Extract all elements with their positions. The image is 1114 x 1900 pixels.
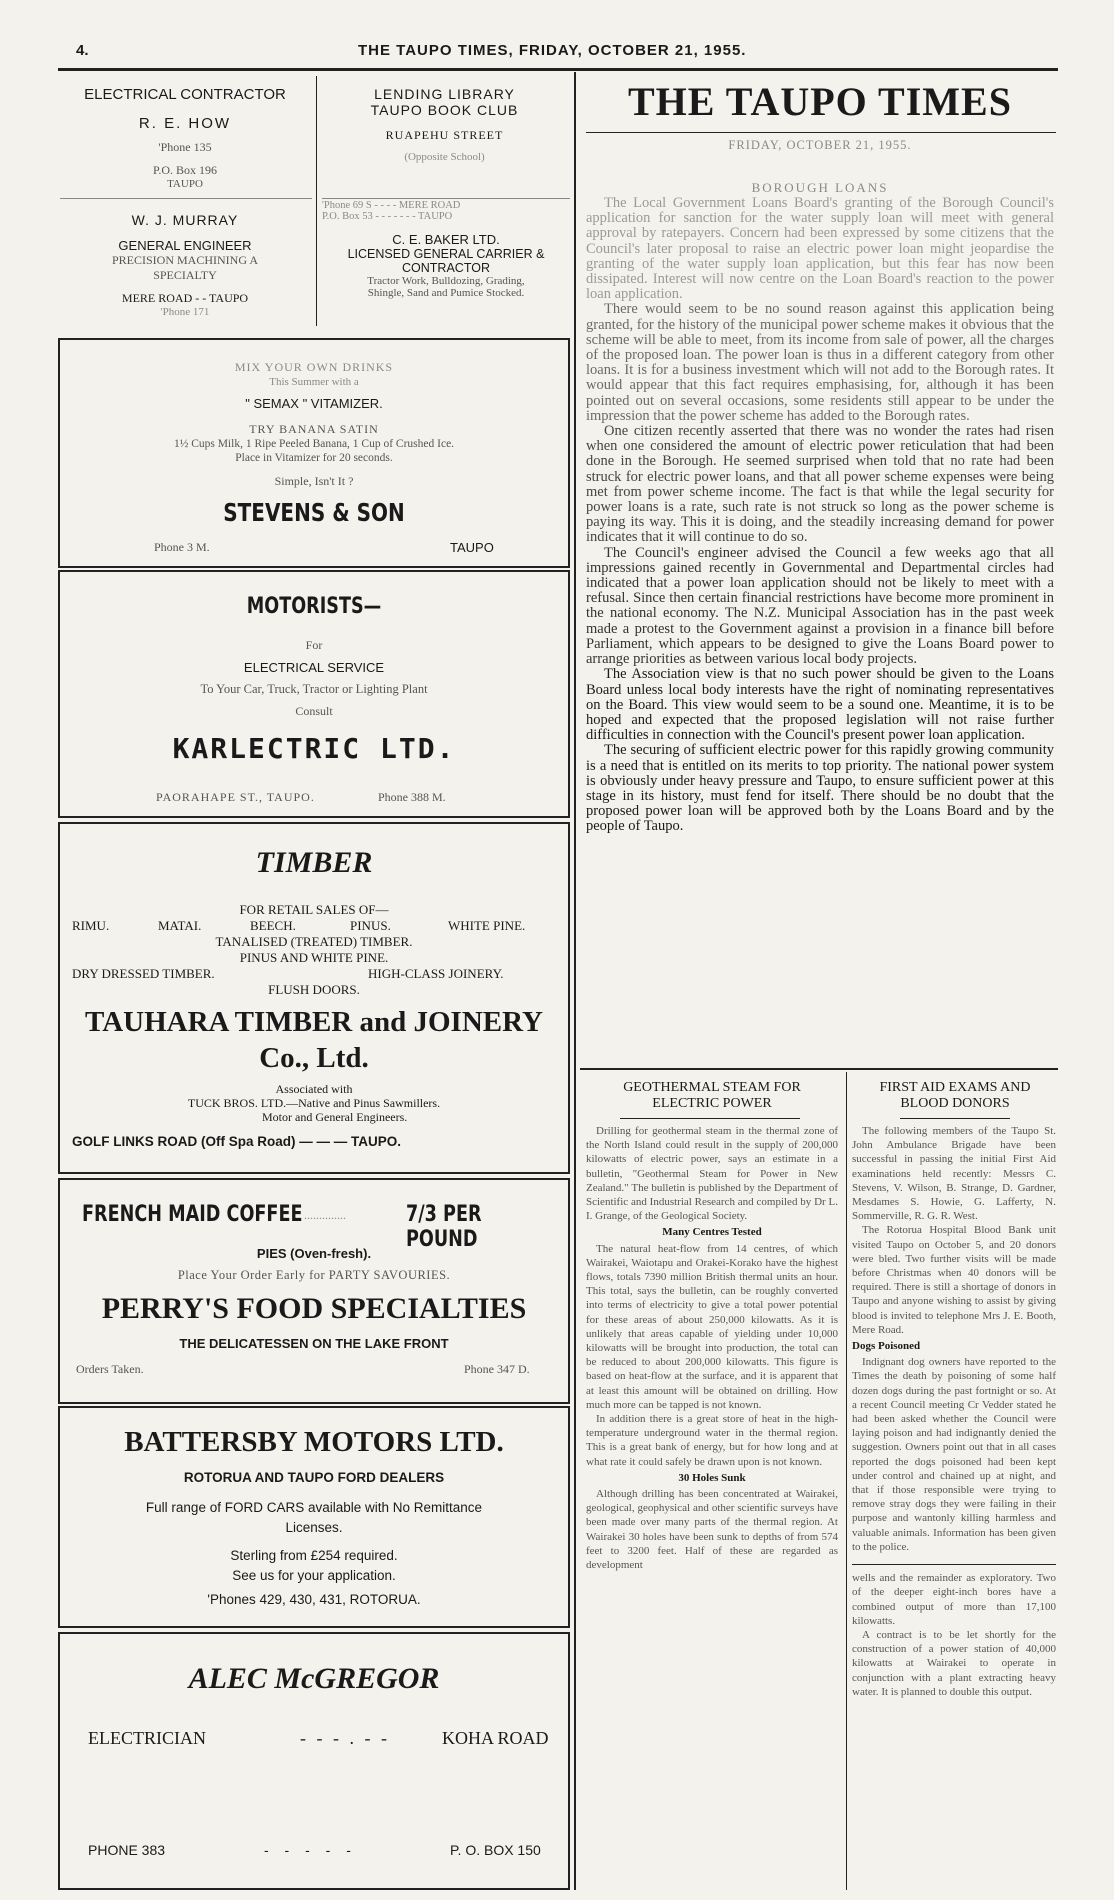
timber-line1: FOR RETAIL SALES OF— bbox=[239, 902, 389, 917]
perry-left: FRENCH MAID COFFEE bbox=[82, 1202, 303, 1227]
firstaid-head bbox=[852, 1080, 1058, 1112]
timber-line3: TANALISED (TREATED) TIMBER. bbox=[215, 934, 413, 949]
stevens-product: " SEMAX " VITAMIZER. bbox=[245, 396, 383, 411]
baker-title1: LICENSED GENERAL CARRIER & bbox=[347, 247, 545, 261]
editorial-p3: One citizen recently asserted that there was no wonder the rates had risen when one considered the amount of electric power reticulation that had been done in the Borough. He seemed surprised when told that no rate had been struck for electric power loans, and that all power scheme expenses were being met from power scheme income. The fact is that while the legal security for power loans is a rate, such rate is not struck so long as the power scheme is paying its way. This it is doing, and the steadily increasing demand for power indicates that it will continue to do so. bbox=[586, 423, 1054, 546]
perry-order: Place Your Order Early for PARTY SAVOURIES. bbox=[177, 1268, 451, 1282]
murray-address: MERE ROAD - - TAUPO bbox=[121, 291, 249, 305]
geothermal-p4: Although drilling has been concentrated at Wairakei, geological, geophysical and other scientific surveys have been made over many parts of the thermal region. At Wairakei 30 holes have been sunk to depths of from 574 feet to 3200 feet. Half of these are regarded as development bbox=[586, 1488, 838, 1572]
ad-rule bbox=[322, 198, 570, 199]
battersby-line2: Licenses. bbox=[285, 1520, 343, 1535]
mcgregor-box: P. O. BOX 150 bbox=[450, 1842, 541, 1858]
geothermal-rule bbox=[620, 1118, 800, 1119]
timber-line6: FLUSH DOORS. bbox=[268, 982, 360, 997]
how-box: P.O. Box 196 bbox=[152, 163, 217, 177]
lower-column-divider bbox=[846, 1072, 847, 1890]
karlectric-desc: To Your Car, Truck, Tractor or Lighting Plant bbox=[200, 682, 428, 696]
editorial-headline: BOROUGH LOANS bbox=[751, 180, 889, 195]
ad-battersby bbox=[58, 1406, 570, 1628]
page-header bbox=[58, 40, 1058, 62]
firstaid-p3: Indignant dog owners have reported to the Times the death by poisoning of some half dozen dogs during the past fortnight or so. At a recent Council meeting Cr Vedder stated he had been asked whether the Council were laying poison and had indignantly denied the suggestion. Owners point out that in all cases reported the dogs poisoned had been kept under control and chained up at night, and that if those responsible were trying to remove stray dogs they were failing in their purpose and wantonly killing harmless and valuable animals. Information has been given to the police. bbox=[852, 1356, 1056, 1553]
how-phone: 'Phone 135 bbox=[158, 140, 212, 154]
karlectric-head-wrap bbox=[60, 594, 568, 619]
geothermal-head1: GEOTHERMAL STEAM FOR bbox=[623, 1080, 801, 1095]
mcgregor-dashes2: - - - - - bbox=[264, 1842, 357, 1858]
how-title: ELECTRICAL CONTRACTOR bbox=[84, 86, 286, 103]
timber-w2: MATAI. bbox=[158, 918, 202, 933]
dateline: THE TAUPO TIMES, FRIDAY, OCTOBER 21, 1955. bbox=[358, 42, 747, 59]
firstaid-p5: A contract is to be let shortly for the construction of a power station of 40,000 kilowatts at Wairakei to operate in conjunction with a plant extracting heavy water. It is planned to double this output. bbox=[852, 1628, 1056, 1698]
stevens-recipe-title: TRY BANANA SATIN bbox=[249, 422, 379, 436]
editorial-date: FRIDAY, OCTOBER 21, 1955. bbox=[728, 138, 912, 152]
ad-murray bbox=[60, 212, 310, 318]
karlectric-consult: Consult bbox=[295, 704, 333, 718]
page-number: 4. bbox=[76, 42, 89, 59]
stevens-line2: This Summer with a bbox=[269, 376, 359, 388]
ad-mcgregor bbox=[58, 1632, 570, 1890]
firstaid-head1: FIRST AID EXAMS AND bbox=[879, 1080, 1031, 1095]
masthead: THE TAUPO TIMES bbox=[628, 79, 1012, 124]
firstaid-p2: The Rotorua Hospital Blood Bank unit visited Taupo on October 5, and 20 donors were bled. Two further visits will be made before Christmas when 40 donors will be required. There is still a shortage of donors in Taupo and anyone wishing to assist by giving blood is invited to telephone Mrs J. E. Booth, Mere Road. bbox=[852, 1224, 1056, 1336]
geothermal-head bbox=[584, 1080, 840, 1112]
firstaid-rule bbox=[900, 1118, 1010, 1119]
karlectric-service: ELECTRICAL SERVICE bbox=[243, 660, 385, 675]
ad-stevens bbox=[58, 338, 570, 568]
timber-firm2: Co., Ltd. bbox=[259, 1042, 369, 1074]
baker-services1: Tractor Work, Bulldozing, Grading, bbox=[367, 275, 525, 287]
stevens-firm: STEVENS & SON bbox=[223, 498, 405, 527]
header-rule bbox=[58, 68, 1058, 71]
karlectric-phone: Phone 388 M. bbox=[378, 790, 446, 804]
karlectric-firm: KARLECTRIC LTD. bbox=[172, 732, 456, 765]
baker-name: C. E. BAKER LTD. bbox=[392, 232, 500, 247]
battersby-line3: Sterling from £254 required. bbox=[230, 1548, 398, 1563]
ad-timber bbox=[58, 822, 570, 1174]
murray-spec1: PRECISION MACHINING A bbox=[111, 253, 258, 267]
battersby-line5: 'Phones 429, 430, 431, ROTORUA. bbox=[207, 1592, 421, 1607]
ad-rule bbox=[60, 198, 312, 199]
firstaid-head2: BLOOD DONORS bbox=[900, 1096, 1010, 1111]
stevens-phone: Phone 3 M. bbox=[154, 540, 210, 554]
timber-assoc: Associated with bbox=[275, 1082, 353, 1096]
how-name: R. E. HOW bbox=[138, 115, 232, 132]
firstaid-p4: wells and the remainder as exploratory. Two of the deeper eight-inch bores have a combined output of more than 17,100 kilowatts. bbox=[852, 1572, 1056, 1627]
mcgregor-trade: ELECTRICIAN bbox=[88, 1728, 206, 1748]
perry-price-wrap bbox=[406, 1202, 568, 1252]
stevens-firm-wrap bbox=[60, 498, 568, 527]
ad-perry bbox=[58, 1178, 570, 1404]
timber-line4: PINUS AND WHITE PINE. bbox=[239, 950, 389, 965]
perry-phone: Phone 347 D. bbox=[464, 1362, 530, 1376]
geothermal-p1: Drilling for geothermal steam in the thermal zone of the North Island could result in the supply of 200,000 kilowatts of electric power, says an estimate in a bulletin, "Geothermal Steam for Power in New Zealand." The bulletin is published by the Department of Scientific and Industrial Research and compiled by Dr L. I. Grange, of the Geological Society. bbox=[586, 1125, 838, 1223]
editorial-body bbox=[586, 196, 1054, 835]
karlectric-firm-wrap bbox=[60, 732, 568, 765]
timber-line5b: HIGH-CLASS JOINERY. bbox=[368, 966, 504, 981]
editorial-p6: The securing of sufficient electric power for this rapidly growing community is a need that is entitled on its merits to top priority. The national power system is obviously under heavy pressure and Taupo, to ensure sufficient power at this stage in its history, must fend for itself. There should be no doubt that the proposed power loan will be approved both by the Loans Board and by the people of Taupo. bbox=[586, 742, 1054, 835]
perry-orders: Orders Taken. bbox=[76, 1362, 144, 1376]
murray-spec2: SPECIALTY bbox=[153, 268, 217, 282]
karlectric-head: MOTORISTS— bbox=[246, 594, 382, 619]
timber-w5: WHITE PINE. bbox=[448, 918, 526, 933]
perry-firm: PERRY'S FOOD SPECIALTIES bbox=[101, 1292, 527, 1325]
timber-address: GOLF LINKS ROAD (Off Spa Road) — — — TAUPO. bbox=[72, 1134, 401, 1149]
editorial-p4: The Council's engineer advised the Council a few weeks ago that all impressions gained recently in Governmental and Departmental circles had indicated that a power loan application should not be likely to meet with a refusal. Since then certain financial restrictions have become more prominent in the national economy. The N.Z. Municipal Association has in the past week made a protest to the Government against a provision in a finance bill before Parliament, which appears to be designed to give the Loans Board power to arrange priorities as between various local body projects. bbox=[586, 544, 1054, 668]
timber-line5a: DRY DRESSED TIMBER. bbox=[72, 966, 215, 981]
ad-baker bbox=[322, 200, 570, 299]
ad-karlectric bbox=[58, 570, 570, 818]
baker-box: P.O. Box 53 - - - - - - - TAUPO bbox=[322, 211, 453, 222]
masthead-rule bbox=[586, 132, 1056, 133]
murray-name: W. J. MURRAY bbox=[131, 212, 239, 228]
stevens-recipe1: 1½ Cups Milk, 1 Ripe Peeled Banana, 1 Cup of Crushed Ice. bbox=[173, 438, 455, 450]
baker-services2: Shingle, Sand and Pumice Stocked. bbox=[367, 287, 525, 299]
editorial-p1: The Local Government Loans Board's granting of the Borough Council's application for sanction for the water supply loan will meet with general approval by ratepayers. Concern had been expressed by some citizens that the Council's later proposal to raise an electric power loan might jeopardise the granting of the water supply loan application, but this fear has now been dissipated. Interest will now centre on the Loan Board's reaction to the power loan application. bbox=[586, 195, 1054, 303]
timber-w4: PINUS. bbox=[350, 918, 391, 933]
perry-pies: PIES (Oven-fresh). bbox=[256, 1246, 372, 1261]
library-street: RUAPEHU STREET bbox=[385, 128, 504, 142]
baker-title2: CONTRACTOR bbox=[402, 261, 490, 275]
timber-head: TIMBER bbox=[255, 846, 373, 879]
firstaid-divider bbox=[852, 1554, 1056, 1565]
stevens-town: TAUPO bbox=[450, 540, 494, 555]
ad-how bbox=[60, 86, 310, 190]
column-divider bbox=[574, 72, 576, 1890]
battersby-line1: Full range of FORD CARS available with No Remittance bbox=[145, 1500, 483, 1515]
timber-firm1: TAUHARA TIMBER and JOINERY bbox=[85, 1006, 543, 1038]
ad-library bbox=[322, 86, 567, 163]
small-ads-divider bbox=[316, 76, 317, 326]
geothermal-p2: The natural heat-flow from 14 centres, of which Wairakei, Waiotapu and Orakei-Korako have the highest flows, totals 7390 million British thermal units an hour. This total, says the bulletin, can be roughly converted into terms of electricity to give a total power potential for these areas of about 250,000 kilowatts. As it is unlikely that areas capable of yielding under 10,000 kilowatts will be brought into production, the total can be reduced to about 200,000 kilowatts. This figure is based on heat-flow at the surface, and it is apparent that at least this amount will be obtained on drilling. How much more can be tapped is not known. bbox=[586, 1242, 838, 1411]
mcgregor-road: KOHA ROAD bbox=[442, 1728, 549, 1748]
karlectric-for: For bbox=[305, 638, 323, 652]
perry-sub: THE DELICATESSEN ON THE LAKE FRONT bbox=[179, 1336, 449, 1351]
editorial-rule bbox=[580, 1068, 1058, 1070]
timber-w1: RIMU. bbox=[72, 918, 110, 933]
baker-phone: 'Phone 69 S - - - - MERE ROAD bbox=[322, 200, 461, 211]
stevens-line1: MIX YOUR OWN DRINKS bbox=[234, 360, 394, 374]
firstaid-body bbox=[852, 1124, 1056, 1699]
battersby-line4: See us for your application. bbox=[232, 1568, 396, 1583]
murray-title: GENERAL ENGINEER bbox=[118, 238, 252, 253]
editorial-p2: There would seem to be no sound reason against this application being granted, for the history of the municipal power scheme makes it obvious that the scheme will be able to meet, from its income from sale of power, all the charges of the proposed loan. The power loan is thus in a different category from other loans. It is for a business investment which will not add to the Borough rates. It would appear that this fact requires emphasising, for, although it has been pointed out on several occasions, some residents still appear to be under the impression that the power scheme has added to the Borough rates. bbox=[586, 301, 1054, 424]
timber-assoc2: TUCK BROS. LTD.—Native and Pinus Sawmillers. bbox=[187, 1096, 441, 1110]
stevens-recipe2: Place in Vitamizer for 20 seconds. bbox=[235, 452, 393, 464]
firstaid-sub: Dogs Poisoned bbox=[852, 1340, 921, 1353]
library-note: (Opposite School) bbox=[404, 151, 485, 163]
stevens-tag: Simple, Isn't It ? bbox=[274, 474, 354, 488]
battersby-dealers: ROTORUA AND TAUPO FORD DEALERS bbox=[183, 1470, 445, 1485]
battersby-firm: BATTERSBY MOTORS LTD. bbox=[124, 1426, 504, 1458]
geothermal-body bbox=[586, 1124, 838, 1572]
library-title2: TAUPO BOOK CLUB bbox=[370, 102, 519, 118]
firstaid-p1: The following members of the Taupo St. John Ambulance Brigade have been successful in passing the initial First Aid examinations held recently: Messrs C. Stevens, V. Wilson, B. Strange, D. Gardner, Mesdames S. Howie, G. Lafferty, N. Sommerville, R. G. R. West. bbox=[852, 1125, 1056, 1223]
geothermal-sub2: 30 Holes Sunk bbox=[678, 1471, 746, 1484]
perry-price: 7/3 PER POUND bbox=[406, 1202, 482, 1252]
perry-dots: .............. bbox=[304, 1208, 346, 1222]
timber-assoc3: Motor and General Engineers. bbox=[262, 1110, 408, 1124]
timber-w3: BEECH. bbox=[250, 918, 296, 933]
mcgregor-name: ALEC McGREGOR bbox=[188, 1662, 440, 1695]
mcgregor-dashes: - - - . - - bbox=[300, 1728, 390, 1748]
karlectric-address: PAORAHAPE ST., TAUPO. bbox=[156, 790, 315, 804]
murray-phone: 'Phone 171 bbox=[160, 306, 210, 318]
library-title1: LENDING LIBRARY bbox=[374, 86, 515, 102]
geothermal-sub1: Many Centres Tested bbox=[662, 1226, 762, 1239]
editorial-p5: The Association view is that no such power should be given to the Loans Board unless local body interests have the right of nominating representatives on the Board. This view would seem to be a sound one. Meantime, it is to be hoped and expected that the proposed legislation will not raise further difficulties in connection with the Council's present power loan application. bbox=[586, 666, 1054, 744]
mcgregor-phone: PHONE 383 bbox=[88, 1842, 166, 1858]
how-town: TAUPO bbox=[167, 178, 203, 190]
geothermal-head2: ELECTRIC POWER bbox=[652, 1096, 772, 1111]
geothermal-p3: In addition there is a great store of heat in the high-temperature underground water in the thermal region. This is a great bank of energy, but for how long and at what rate it could safely be drawn upon is not known. bbox=[586, 1413, 838, 1468]
